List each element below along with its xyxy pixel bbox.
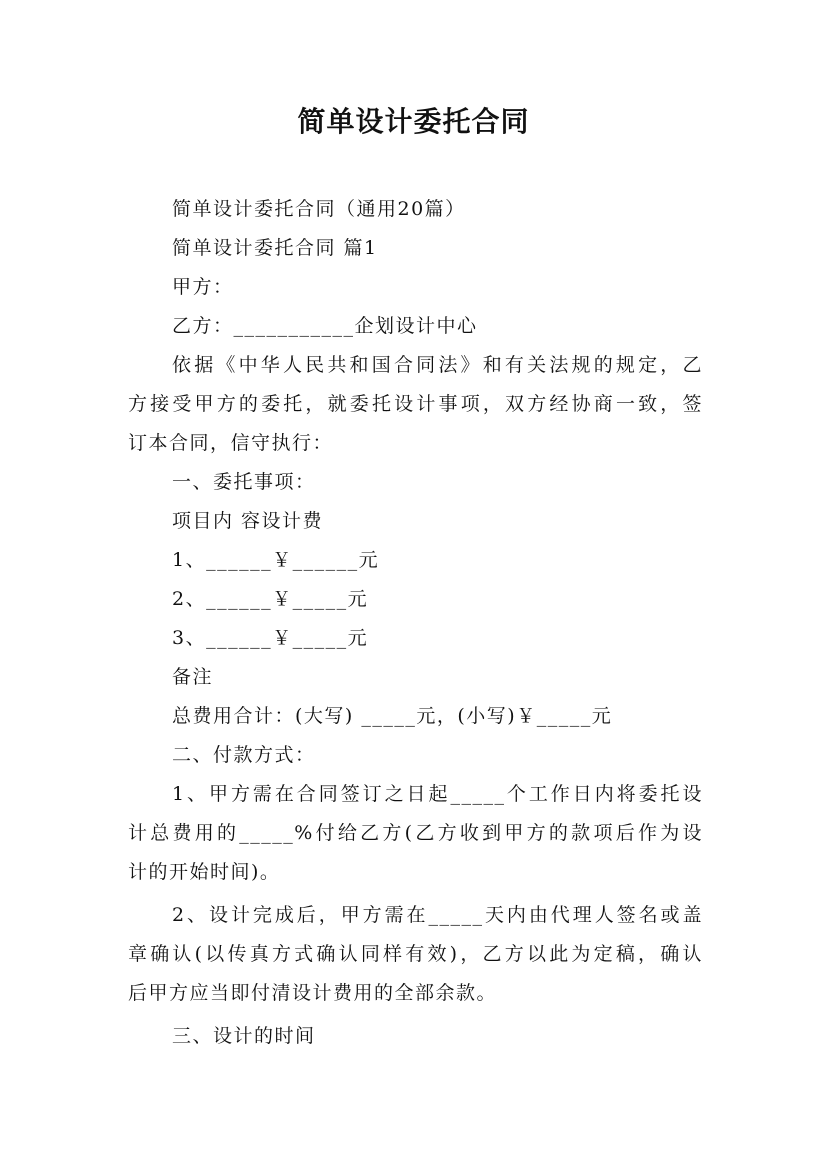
- paragraph-line: 依据《中华人民共和国合同法》和有关法规的规定，乙: [172, 354, 703, 376]
- paragraph-line: 章确认(以传真方式确认同样有效)，乙方以此为定稿，确认: [128, 943, 703, 965]
- fee-item-line: 1、______￥______元: [172, 549, 380, 571]
- clause-heading: 一、委托事项：: [172, 471, 316, 493]
- party-a-line: 甲方：: [172, 276, 234, 298]
- fee-item-line: 3、______￥_____元: [172, 627, 369, 649]
- remarks-label: 备注: [172, 666, 214, 688]
- fee-table-header: 项目内 容设计费: [172, 510, 324, 532]
- clause-heading: 三、设计的时间: [172, 1025, 316, 1047]
- paragraph-line: 2、设计完成后，甲方需在_____天内由代理人签名或盖: [172, 904, 703, 926]
- fee-total-line: 总费用合计：(大写) _____元，(小写)￥_____元: [172, 705, 613, 727]
- paragraph-line: 方接受甲方的委托，就委托设计事项，双方经协商一致，签: [128, 393, 703, 415]
- subtitle-line: 简单设计委托合同（通用20篇）: [172, 198, 466, 220]
- document-title: 简单设计委托合同: [297, 105, 530, 138]
- fee-item-line: 2、______￥_____元: [172, 588, 369, 610]
- paragraph-line: 计总费用的_____%付给乙方(乙方收到甲方的款项后作为设: [128, 822, 703, 844]
- section-heading-part1: 简单设计委托合同 篇1: [172, 237, 378, 259]
- paragraph-line: 后甲方应当即付清设计费用的全部余款。: [128, 982, 498, 1004]
- paragraph-line: 订本合同，信守执行：: [128, 432, 334, 454]
- paragraph-line: 计的开始时间)。: [128, 861, 281, 883]
- document-body: [128, 190, 703, 1056]
- clause-heading: 二、付款方式：: [172, 744, 316, 766]
- party-b-line: 乙方：___________企划设计中心: [172, 315, 478, 337]
- paragraph-line: 1、甲方需在合同签订之日起_____个工作日内将委托设: [172, 783, 703, 805]
